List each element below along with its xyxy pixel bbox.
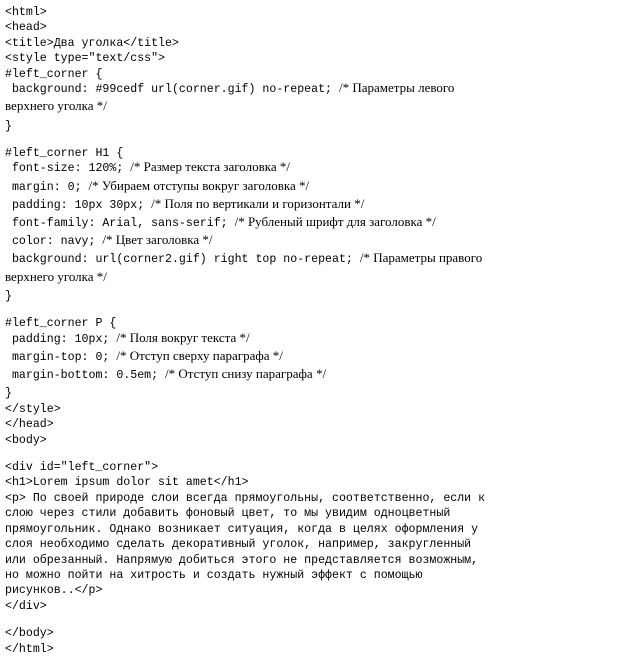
code-line bbox=[5, 268, 617, 286]
code-text: рисунков..</p> bbox=[5, 584, 103, 598]
code-line bbox=[5, 64, 617, 79]
code-text: font-size: 120%; bbox=[5, 162, 131, 176]
code-line bbox=[5, 399, 617, 414]
code-text: <title>Два уголка</title> bbox=[5, 36, 179, 50]
code-line bbox=[5, 430, 617, 445]
code-line bbox=[5, 301, 617, 313]
code-line bbox=[5, 596, 617, 611]
comment-text: верхнего уголка */ bbox=[5, 98, 107, 114]
code-line bbox=[5, 347, 617, 365]
comment-text: /* Отступ снизу параграфа */ bbox=[165, 366, 327, 381]
comment-text: /* Параметры левого bbox=[338, 80, 455, 96]
code-line bbox=[5, 131, 617, 143]
code-line bbox=[5, 33, 617, 48]
code-line bbox=[5, 116, 617, 131]
code-text: </div> bbox=[5, 599, 47, 613]
code-text: } bbox=[5, 387, 12, 401]
code-text: но можно пойти на хитрость и создать нужный эффект с помощью bbox=[5, 569, 423, 582]
code-text: </body> bbox=[5, 627, 54, 641]
code-line bbox=[5, 97, 617, 115]
code-text: padding: 10px; bbox=[5, 332, 117, 346]
code-text: margin: 0; bbox=[5, 180, 89, 194]
code-text: margin-bottom: 0.5em; bbox=[5, 369, 166, 382]
comment-text: /* Рубленый шрифт для заголовка */ bbox=[234, 214, 436, 229]
code-text: слоя необходимо сделать декоративный уголок, например, закругленный bbox=[5, 538, 472, 552]
code-text: background: #99cedf url(corner.gif) no-repeat; bbox=[5, 83, 339, 97]
comment-text: /* Убираем отступы вокруг заголовка */ bbox=[88, 177, 310, 193]
code-line bbox=[5, 48, 617, 66]
comment-text: /* Поля по вертикали и горизонтали */ bbox=[151, 195, 365, 211]
code-line bbox=[5, 79, 617, 97]
code-line bbox=[5, 503, 617, 521]
code-line bbox=[5, 457, 617, 472]
code-line bbox=[5, 639, 617, 654]
code-text: #left_corner P { bbox=[5, 317, 117, 331]
comment-text: /* Поля вокруг текста */ bbox=[116, 329, 250, 345]
code-text: <head> bbox=[5, 21, 47, 35]
code-line bbox=[5, 2, 617, 17]
code-text: прямоугольник. Однако возникает ситуация, когда в целях оформления у bbox=[5, 522, 479, 536]
code-line bbox=[5, 519, 617, 534]
code-text: <html> bbox=[5, 6, 47, 19]
code-text: #left_corner { bbox=[5, 67, 103, 81]
code-text: font-family: Arial, sans-serif; bbox=[5, 217, 235, 230]
code-line bbox=[5, 143, 617, 158]
code-text: #left_corner H1 { bbox=[5, 147, 124, 160]
code-text: слою через стили добавить фоновый цвет, то мы увидим одноцветный bbox=[5, 507, 451, 521]
code-text: padding: 10px 30px; bbox=[5, 198, 152, 212]
code-line bbox=[5, 488, 617, 503]
comment-text: верхнего уголка */ bbox=[5, 268, 107, 284]
code-text: <div id="left_corner"> bbox=[5, 460, 159, 474]
code-text: или обрезанный. Напрямую добиться этого не представляется возможным, bbox=[5, 553, 479, 567]
code-line bbox=[5, 580, 617, 598]
code-text: background: url(corner2.gif) right top no-repeat; bbox=[5, 253, 360, 267]
code-line bbox=[5, 17, 617, 35]
code-line bbox=[5, 611, 617, 623]
code-line bbox=[5, 365, 617, 383]
code-document bbox=[5, 2, 617, 654]
code-text: <body> bbox=[5, 433, 47, 447]
code-text: </html> bbox=[5, 642, 54, 656]
code-line bbox=[5, 565, 617, 580]
code-text: <h1>Lorem ipsum dolor sit amet</h1> bbox=[5, 476, 249, 490]
code-line bbox=[5, 313, 617, 331]
code-text: <style type="text/css"> bbox=[5, 52, 166, 66]
code-line bbox=[5, 213, 617, 231]
code-line bbox=[5, 286, 617, 301]
code-line bbox=[5, 329, 617, 347]
code-text: margin-top: 0; bbox=[5, 350, 117, 364]
code-line bbox=[5, 158, 617, 176]
code-text: </style> bbox=[5, 402, 61, 416]
code-line bbox=[5, 231, 617, 249]
comment-text: /* Параметры правого bbox=[359, 250, 483, 266]
code-line bbox=[5, 177, 617, 195]
code-line bbox=[5, 414, 617, 432]
comment-text: /* Отступ сверху параграфа */ bbox=[116, 347, 283, 363]
comment-text: /* Размер текста заголовка */ bbox=[130, 159, 290, 175]
code-line bbox=[5, 445, 617, 457]
code-text: <p> По своей природе слои всегда прямоугольны, соответственно, если к bbox=[5, 491, 486, 505]
code-line bbox=[5, 550, 617, 565]
code-line bbox=[5, 383, 617, 401]
code-line bbox=[5, 534, 617, 552]
code-line bbox=[5, 195, 617, 213]
code-line bbox=[5, 623, 617, 641]
code-text: } bbox=[5, 289, 12, 303]
code-line bbox=[5, 249, 617, 267]
code-text: } bbox=[5, 119, 12, 133]
code-line bbox=[5, 472, 617, 490]
code-text: </head> bbox=[5, 418, 54, 432]
comment-text: /* Цвет заголовка */ bbox=[102, 232, 213, 248]
code-text: color: navy; bbox=[5, 235, 103, 249]
